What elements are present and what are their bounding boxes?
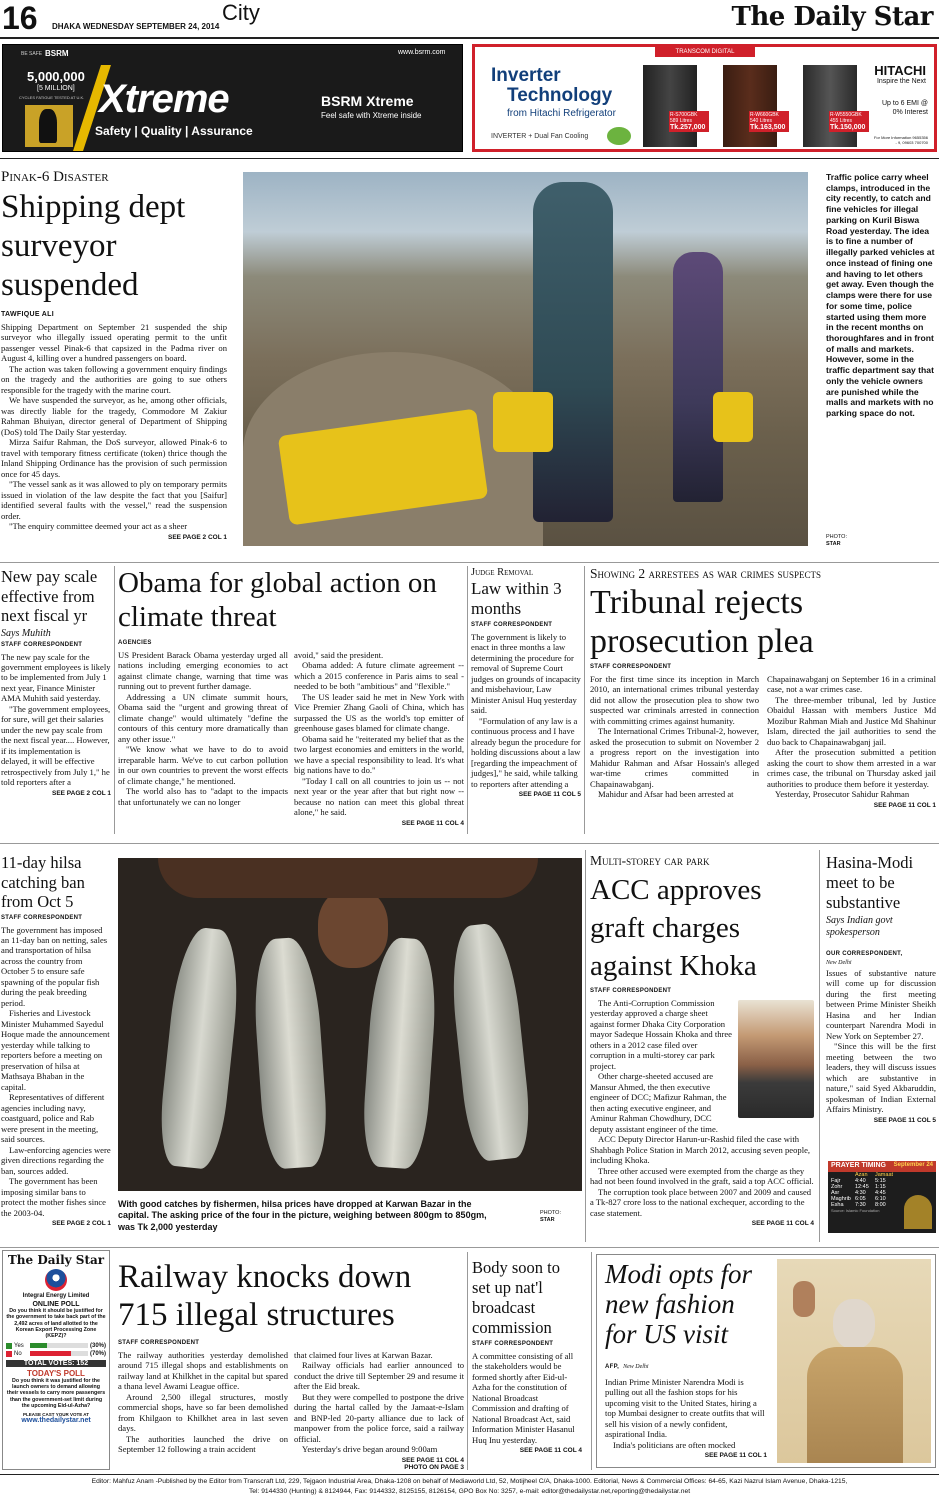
paragraph: Yesterday, Prosecutor Sahidur Rahman: [775, 789, 910, 800]
story-byline: STAFF CORRESPONDENT: [471, 622, 553, 628]
paragraph: The world also has to "adapt to the impacts that unfortunately we can no longer: [118, 786, 288, 807]
paragraph: The International Crimes Tribunal-2, however, asked the prosecution to submit on November 2 a progress report on the investigation into Mahidur Rahman and Afsar Hossain's alleged war-time crimes committed in Chapainawabganj.: [590, 726, 759, 789]
modi-photo: [777, 1259, 931, 1463]
prayer-name: Asr: [831, 1190, 840, 1196]
story-headline: Shipping dept surveyor suspended: [1, 189, 186, 303]
paragraph: "The enquiry committee deemed your act as a sheer: [9, 521, 188, 532]
paragraph: Three other accused were exempted from the charge as they had not been found involved in the graft, said a top ACC official.: [590, 1165, 814, 1187]
price-tag-2: [749, 111, 789, 132]
poll-sponsor: Integral Energy Limited: [22, 1293, 90, 1299]
poll-today-question: Do you think it was justified for the launch owners to demand allowing their vessels to carry more passengers than the government-set limit during the upcoming Eid-ul-Azha?: [6, 1377, 106, 1410]
paragraph: The government has imposed an 11-day ban on netting, sales and transportation of hilsa across the country from October 5 to ensure safe spawning of the popular fish during the peak breeding period.: [1, 924, 108, 1008]
photo-clamp-3: [713, 392, 753, 442]
prayer-jamaat: 4:45: [875, 1190, 886, 1196]
prayer-jamaat: 5:15: [875, 1178, 886, 1184]
paragraph: Indian Prime Minister Narendra Modi is pulling out all the fashion stops for his upcoming visit to the United States, hiring a top Mumbai designer to create outfits that will sell his vision of a newly confident, aspirational India.: [605, 1377, 765, 1440]
prayer-azan: 12:45: [855, 1184, 869, 1190]
story-hilsa: [1, 853, 111, 1227]
hilsa-photo-credit-label: PHOTO:: [540, 1210, 561, 1216]
hilsa-photo-credit: STAR: [540, 1217, 555, 1223]
column-rule: [591, 1252, 592, 1470]
photo-fish-4: [446, 921, 534, 1162]
page-number: 16: [2, 0, 38, 36]
paragraph: India's politicians are often mocked: [613, 1439, 736, 1450]
story-headline: Tribunal rejects prosecution plea: [590, 584, 814, 660]
story-headline: Railway knocks down 715 illegal structures: [118, 1259, 412, 1333]
photo-fish-3: [360, 936, 440, 1170]
ad-big-number: 5,000,000: [27, 69, 85, 84]
ad-product: Xtreme: [99, 77, 229, 121]
paragraph: The government is likely to enact in three months a law determining the procedure for removal of Supreme Court judges on grounds of incapacity and misbehaviour, Law Minister Anisul Huq yesterday said.: [471, 632, 581, 716]
story-byline: OUR CORRESPONDENT,: [826, 951, 903, 957]
price-tag-3: [829, 111, 869, 132]
prayer-name: Maghrib: [831, 1196, 851, 1202]
poll-no-row: [3, 1350, 109, 1358]
paragraph: But they were compelled to postpone the drive during the hartal called by the Jamaat-e-Islam and BNP-led 20-party alliance due to lack of manpower from the police force, said a railway official.: [294, 1391, 464, 1444]
paragraph: that claimed four lives at Karwan Bazar.: [294, 1350, 433, 1360]
ad-badge: BE SAFE: [21, 51, 43, 57]
eco-badge: [607, 127, 631, 145]
story-headline: 11-day hilsa catching ban from Oct 5: [1, 853, 85, 911]
story-column-2: [767, 674, 936, 809]
photo-policeman-2: [673, 252, 723, 502]
hitachi-ad: [472, 44, 937, 152]
ad-brand-tag: Inspire the Next: [876, 78, 926, 85]
story-body: [590, 998, 814, 1218]
see-page-link[interactable]: SEE PAGE 11 COL 4: [401, 819, 464, 827]
story-headline: Law within 3 months: [471, 579, 562, 618]
prayer-date: September 24: [893, 1162, 933, 1168]
ad-headline2: Technology: [507, 85, 613, 106]
poll-no-bar-track: [30, 1351, 88, 1356]
poll-title: ONLINE POLL: [32, 1301, 80, 1308]
footer-line-1: Editor: Mahfuz Anam -Published by the Editor from Transcraft Ltd, 229, Tejgaon Industrial Area, Dhaka-1208 on behalf of Mediaworld Ltd, 52, Motijheel C/A, Dhaka-1000. Editorial, News & Commercial Offices: 64-65, Kazi Nazrul Islam Avenue, Dhaka-1215,: [91, 1478, 848, 1485]
paragraph: The new pay scale for the government employees is likely to be implemented from July 1 next year, Finance Minister AMA Muhith said yesterday.: [1, 651, 111, 704]
story-byline: STAFF CORRESPONDENT: [1, 641, 83, 648]
ad-big-number-sub: [5 MILLION]: [37, 85, 75, 92]
paragraph: The railway authorities yesterday demolished around 715 illegal shops and establishments on railway land at Khilkhet in the capital but spared a thana level Awami League office.: [118, 1350, 288, 1392]
photo-fish-2: [250, 936, 330, 1170]
story-hasina: [826, 853, 936, 1124]
poll-no-label: No: [14, 1350, 22, 1357]
ad-emi: Up to 6 EMI @ 0% Interest: [881, 100, 928, 117]
traffic-photo-credit: STAR: [826, 541, 841, 547]
story-kicker: Pinak-6 Disaster: [1, 169, 109, 185]
paragraph: The action was taken following a government enquiry findings on the tragedy and the authorities are going to sue others responsible for the tragedy with the marine court.: [1, 363, 227, 395]
story-body: [605, 1377, 767, 1450]
see-page-link[interactable]: SEE PAGE 2 COL 1: [51, 789, 111, 797]
product-capacity: 455 Litres: [830, 118, 852, 124]
ad-info: For More Information 9655356 - 9, 09603 700700: [873, 135, 928, 145]
story-body: [1, 652, 111, 788]
khoka-portrait: [738, 1000, 814, 1118]
prayer-title: PRAYER TIMING: [831, 1162, 886, 1169]
prayer-name: Esha: [831, 1202, 844, 1208]
story-headline: Modi opts for new fashion for US visit: [605, 1259, 753, 1349]
traffic-photo: [243, 172, 808, 546]
footer-rule: [0, 1474, 939, 1475]
fridge-3: [803, 65, 857, 147]
row2-rule: [0, 843, 939, 844]
paragraph: A committee consisting of all the stakeholders would be formed shortly after Eid-ul-Azha for the constitution of National Broadcast Commission and drafting of National Broadcast Act, said Information Minister Hasanul Huq Inu yesterday.: [472, 1351, 575, 1445]
see-page-link[interactable]: SEE PAGE 11 COL 1: [873, 801, 936, 809]
product-price: Tk.257,000: [670, 124, 706, 131]
story-headline: ACC approves graft charges against Khoka: [590, 874, 762, 982]
paragraph: For the first time since its inception in March 2010, an international crimes tribunal yesterday did not allow the prosecution plea to show two suspected war criminals arrested in connection with committing crimes against humanity.: [590, 674, 759, 726]
photo-raised-hand: [793, 1281, 815, 1317]
story-column: [590, 674, 759, 809]
paragraph: We have suspended the surveyor, as he, among other officials, was directly liable for the tragedy, Commodore M Zakiur Rahman Bhuiyan, director general of Department of Shipping (DoS) told The Daily Star yesterday.: [1, 395, 227, 437]
paragraph: Other charge-sheeted accused are Mansur Ahmed, the then executive engineer of DCC; Mafizur Rahman, the then acting executive engineer, and Aminur Rahman Chowdhury, DCC deputy assistant engineer of the time.: [590, 1071, 727, 1134]
story-byline: STAFF CORRESPONDENT: [590, 664, 672, 670]
prayer-jamaat: 8:00: [875, 1202, 886, 1208]
photo-page-link[interactable]: PHOTO ON PAGE 3: [404, 1463, 464, 1471]
story-column-2: [294, 1350, 464, 1471]
prayer-header: [828, 1161, 936, 1172]
paragraph: Yesterday's drive began around 9:00am: [302, 1444, 438, 1455]
ad-headline1: Inverter: [491, 65, 561, 86]
story-pinak: [1, 168, 227, 541]
prayer-azan: 6:05: [855, 1196, 866, 1202]
prayer-source: Source: Islamic Foundation: [831, 1208, 880, 1213]
story-headline: Hasina-Modi meet to be substantive: [826, 853, 914, 912]
paragraph: The US leader said he met in New York with Vice Premier Zhang Gaoli of China, which has surpassed the US as the world's top emitter of greenhouse gases blamed for climate change.: [294, 691, 464, 734]
story-pay: [1, 567, 111, 797]
ad-brand-tag: Feel safe with Xtreme inside: [321, 111, 422, 120]
poll-url[interactable]: www.thedailystar.net: [21, 1417, 91, 1425]
section-name: City: [222, 0, 260, 25]
story-body: [472, 1351, 582, 1445]
paragraph: The government has been imposing similar bans to protect the mother fishes since the 2003-04.: [1, 1176, 107, 1218]
paragraph: The corruption took place between 2007 and 2009 and caused a Tk-827 crore loss to the national exchequer, according to the case statement.: [590, 1186, 812, 1218]
story-column: [118, 1350, 288, 1471]
prayer-azan: 4:40: [855, 1178, 866, 1184]
paragraph: Around 2,500 illegal structures, mostly commercial shops, have so far been demolished from Khilgaon to Khilkhet area in last seven days.: [118, 1391, 288, 1434]
masthead: [0, 0, 939, 40]
poll-sponsor-logo: [45, 1269, 67, 1291]
story-headline: New pay scale effective from next fiscal yr: [1, 567, 98, 625]
paragraph: Mahidur and Afsar had been arrested at: [598, 789, 734, 800]
product-price: Tk.150,000: [830, 124, 866, 131]
poll-cast: PLEASE CAST YOUR VOTE AT: [23, 1412, 89, 1418]
column-rule: [584, 566, 585, 834]
paragraph: US President Barack Obama yesterday urged all nations including emerging economies to act against climate change, warning that time was running out to prevent further damage.: [118, 650, 288, 692]
bsrm-ad: [2, 44, 463, 152]
photo-vendor-face: [318, 888, 388, 968]
paragraph: avoid," said the president.: [294, 650, 384, 660]
row1-rule: [0, 562, 939, 563]
prayer-name: Fajr: [831, 1178, 841, 1184]
ad-brand-logo: BSRM Xtreme: [321, 93, 414, 109]
prayer-azan: 7:30: [855, 1202, 866, 1208]
paragraph: Fisheries and Livestock Minister Muhammed Sayedul Hoque made the announcement yesterday while talking to reporters before a meeting on preservation of hilsa at Mathsaya Bhaban in the capital.: [1, 1008, 110, 1092]
ads-rule: [0, 158, 939, 159]
paragraph: Obama said he "reiterated my belief that as the two largest economies and emitters in the world, we have a special responsibility to lead. It's what big nations have to do.": [294, 733, 464, 776]
product-model: R-W5550GBK: [830, 112, 862, 118]
story-body: [826, 968, 936, 1115]
masthead-rule: [0, 37, 939, 39]
paper-logo: The Daily Star: [731, 2, 933, 32]
product-model: R-W660GBK: [750, 112, 779, 118]
footer-line-2: Tel: 9144330 (Hunting) & 8124944, Fax: 9144332, 8125155, 8126154, GPO Box No: 3257, e-mail: editor@thedailystar.net,reporting@thedailystar.net: [248, 1488, 691, 1495]
paragraph: "The government employees, for sure, will get their salaries under the new pay scale from the next fiscal year.... However, if its implementation is delayed, it will be effective retrospectively from July 1," he told reporters after a: [1, 703, 111, 788]
ad-subline: from Hitachi Refrigerator: [507, 108, 616, 119]
poll-no-pct: (70%): [89, 1350, 106, 1357]
hilsa-photo-caption: With good catches by fishermen, hilsa prices have dropped at Karwan Bazar in the capital. The asking price of the four in the picture, weighing between 800gm to 850gm, was Tk 2,000 yesterday: [118, 1199, 487, 1232]
row3-rule: [0, 1247, 939, 1248]
paragraph: Representatives of different agencies including navy, coastguard, police and Rab were present in the meeting, said sources.: [1, 1092, 105, 1145]
story-kicker: Showing 2 arrestees as war crimes suspects: [590, 566, 822, 581]
poll-total: TOTAL VOTES: 152: [6, 1360, 106, 1367]
paragraph: Issues of substantive nature will come up for discussion during the first meeting between Prime Minister Sheikh Hasina and her Indian counterpart Narendra Modi in New York on September 27.: [826, 968, 936, 1041]
prayer-table: [831, 1172, 893, 1208]
photo-policeman-1: [533, 182, 613, 522]
paragraph: "Since this will be the first meeting between the two leaders, they will discuss issues which are substantive in nature," said Syed Akbaruddin, spokesman of Indian External Affairs Ministry.: [826, 1041, 936, 1115]
story-kicker: Judge Removal: [471, 567, 534, 578]
prayer-jamaat: 1:15: [875, 1184, 886, 1190]
story-byline: AGENCIES: [118, 640, 152, 646]
story-headline: Obama for global action on climate threat: [118, 567, 437, 633]
paragraph: ACC Deputy Director Harun-ur-Rashid filed the case with Shahbagh Police Station in March 2012, accusing seven people, including Khoka.: [590, 1134, 811, 1166]
paragraph: Law-enforcing agencies were given directions regarding the ban, sources added.: [1, 1144, 111, 1176]
ad-feature: INVERTER + Dual Fan Cooling: [491, 133, 589, 140]
prayer-jamaat: 6:10: [875, 1196, 886, 1202]
story-railway: [118, 1258, 464, 1471]
ad-brand-small: BSRM: [45, 49, 69, 58]
story-modi: [605, 1259, 767, 1459]
prayer-timing-box: [828, 1161, 936, 1233]
poll-yes-pct: (30%): [89, 1342, 106, 1349]
paragraph: Addressing a UN climate summit hours, Obama said the "urgent and growing threat of climate change" would ultimately "define the contours of this century more dramatically than any other issue.": [118, 691, 288, 744]
ad-url: www.bsrm.com: [398, 49, 446, 56]
photo-head: [833, 1299, 875, 1349]
story-headline: Body soon to set up nat'l broadcast commission: [472, 1258, 561, 1337]
ad-brand: HITACHI: [874, 63, 926, 78]
see-page-link[interactable]: SEE PAGE 11 COL 5: [873, 1116, 936, 1124]
see-page-link[interactable]: SEE PAGE 2 COL 1: [167, 533, 227, 541]
product-capacity: 589 Litres: [670, 118, 692, 124]
product-price: Tk.163,500: [750, 124, 786, 131]
story-byline: AFP,: [605, 1364, 620, 1370]
poll-box: [2, 1250, 110, 1470]
paragraph: "Today I call on all countries to join us -- not next year or the year after that but right now -- because no nation can meet this global threat alone," he said.: [294, 775, 464, 818]
traffic-photo-caption: Traffic police carry wheel clamps, introduced in the city recently, to catch and fine vehicles for illegal parking on Kuril Biswa Road yesterday. The idea is to fine a number of illegally parked vehicles at once instead of fining one and having to let others get away. Even though the clamps were there for use for some time, police started using them more in the recent months on thoroughfares and in front of malls and markets. However, some in the traffic department say that only the vehicle owners are punished while the malls and markets with no parking space do not.: [826, 172, 935, 419]
paragraph: "We know what we have to do to avoid irreparable harm. We've to cut carbon pollution in our own countries to prevent the worst effects of climate change," he mentioned.: [118, 744, 288, 786]
paragraph: The Anti-Corruption Commission yesterday approved a charge sheet against former Dhaka City Corporation mayor Sadeque Hossain Khoka and three others in a 2012 case filed over corruption in a multi-storey car park project.: [590, 998, 732, 1071]
poll-today-title: TODAY'S POLL: [27, 1368, 85, 1378]
ad-cycles: CYCLES FATIGUE TESTED AT U.K.: [19, 95, 85, 100]
prayer-name: Zohr: [831, 1184, 843, 1190]
column-rule: [467, 1252, 468, 1470]
paragraph: "Formulation of any law is a continuous process and I have already begun the procedure for holding discussions about a law [regarding the impeachment of judges]," he said, while talking to reporters after attending a: [471, 715, 581, 789]
story-modi-box: [596, 1254, 936, 1468]
prayer-azan: 4:30: [855, 1190, 866, 1196]
ad-tagline: Safety | Quality | Assurance: [95, 124, 253, 138]
photo-body: [807, 1347, 903, 1463]
story-tribunal: [590, 566, 936, 809]
mosque-icon: [904, 1195, 932, 1229]
story-column: [118, 650, 288, 827]
see-page-link[interactable]: SEE PAGE 11 COL 4: [401, 1456, 464, 1464]
story-acc: [590, 853, 814, 1227]
story-column-2: [294, 650, 464, 827]
story-broadcast: [472, 1258, 582, 1454]
column-rule: [467, 566, 468, 834]
see-page-link[interactable]: SEE PAGE 11 COL 5: [518, 791, 581, 799]
prayer-col-jamaat: Jamaat: [875, 1172, 894, 1178]
ad-partner: TRANSCOM DIGITAL: [655, 47, 755, 57]
story-byline: TAWFIQUE ALI: [1, 311, 54, 318]
product-model: R-S700GBK: [670, 112, 698, 118]
product-capacity: 540 Litres: [750, 118, 772, 124]
story-byline: STAFF CORRESPONDENT: [1, 914, 83, 921]
story-body: [471, 632, 581, 789]
see-page-link[interactable]: SEE PAGE 11 COL 1: [704, 1452, 767, 1460]
no-swatch: [6, 1351, 12, 1357]
see-page-link[interactable]: SEE PAGE 11 COL 4: [519, 1447, 582, 1455]
poll-no-bar: [30, 1351, 71, 1356]
column-rule: [819, 850, 820, 1242]
paragraph: After the prosecution submitted a petition asking the court to show them arrested in a war crimes case, the tribunal on Thursday asked jail authorities to produce them before it yesterday.: [767, 747, 936, 789]
story-dateline: New Delhi: [623, 1364, 649, 1370]
story-body: [1, 322, 227, 532]
column-rule: [114, 566, 115, 834]
poll-yes-bar: [30, 1343, 47, 1348]
story-judge: [471, 567, 581, 798]
runner-icon: [39, 109, 57, 143]
column-rule: [585, 850, 586, 1242]
hilsa-photo: [118, 858, 582, 1191]
photo-arms: [158, 858, 538, 898]
paragraph: Railway officials had earlier announced to conduct the drive till September 29 and resume it after the Eid break.: [294, 1360, 464, 1392]
story-subhead: Says Indian govt spokesperson: [826, 915, 893, 938]
story-byline: STAFF CORRESPONDENT: [590, 988, 672, 994]
story-obama: [118, 566, 464, 827]
paragraph: The authorities launched the drive on September 12 following a train accident: [118, 1433, 288, 1455]
story-byline: STAFF CORRESPONDENT: [118, 1340, 200, 1346]
paragraph: "The vessel sank as it was allowed to ply on temporary permits issued in violation of the law despite the fact that you [Saifur] identified several faults with the vessel," read the suspension order.: [1, 479, 227, 521]
poll-yes-row: [3, 1342, 109, 1350]
story-body: [1, 925, 111, 1219]
paragraph: Obama added: A future climate agreement -- which a 2015 conference in Paris aims to seal - needed to be both "ambitious" and "flexible.": [294, 660, 464, 692]
see-page-link[interactable]: SEE PAGE 11 COL 4: [751, 1220, 814, 1228]
prayer-col-azan: Azan: [855, 1172, 868, 1178]
yes-swatch: [6, 1343, 12, 1349]
poll-question: Do you think it should be justified for the government to take back part of the 2,492 acres of land allotted to the Korean Export Processing Zone (KEPZ)?: [6, 1308, 106, 1340]
photo-clamp-2: [493, 392, 553, 452]
poll-paper-logo: The Daily Star: [7, 1253, 105, 1267]
paragraph: Chapainawabganj on September 16 in a criminal case, not a war crimes case.: [767, 674, 936, 695]
dateline: DHAKA WEDNESDAY SEPTEMBER 24, 2014: [52, 22, 220, 31]
paragraph: The three-member tribunal, led by Justice Obaidul Hassan with members Justice Md Mozibur Rahman Miah and Justice Md Shahinur Islam, directed the jail authorities to send the duo back to Chapainawabganj jail.: [767, 694, 936, 747]
paragraph: Mirza Saifur Rahman, the DoS surveyor, allowed Pinak-6 to travel with temporary fitness certificate (token) thrice though the Inland Shipping Ordinance has the provision of such permission once for 45 days.: [1, 437, 227, 479]
story-dateline: New Delhi: [826, 960, 852, 966]
poll-yes-label: Yes: [14, 1342, 24, 1349]
poll-yes-bar-track: [30, 1343, 88, 1348]
see-page-link[interactable]: SEE PAGE 2 COL 1: [51, 1220, 111, 1228]
story-kicker: Multi-storey car park: [590, 853, 710, 868]
paragraph: Shipping Department on September 21 suspended the ship surveyor who illegally issued operating permit to the unfit passenger vessel Pinak-6 that capsized in the Padma river on August 4, killing over a hundred passengers on board.: [1, 322, 227, 364]
fridge-2: [723, 65, 777, 147]
traffic-photo-credit-label: PHOTO:: [826, 534, 847, 540]
photo-fish-1: [156, 925, 245, 1170]
story-subhead: Says Muhith: [1, 627, 51, 639]
story-byline: STAFF CORRESPONDENT: [472, 1341, 554, 1347]
price-tag-1: [669, 111, 709, 132]
fridge-1: [643, 65, 697, 147]
